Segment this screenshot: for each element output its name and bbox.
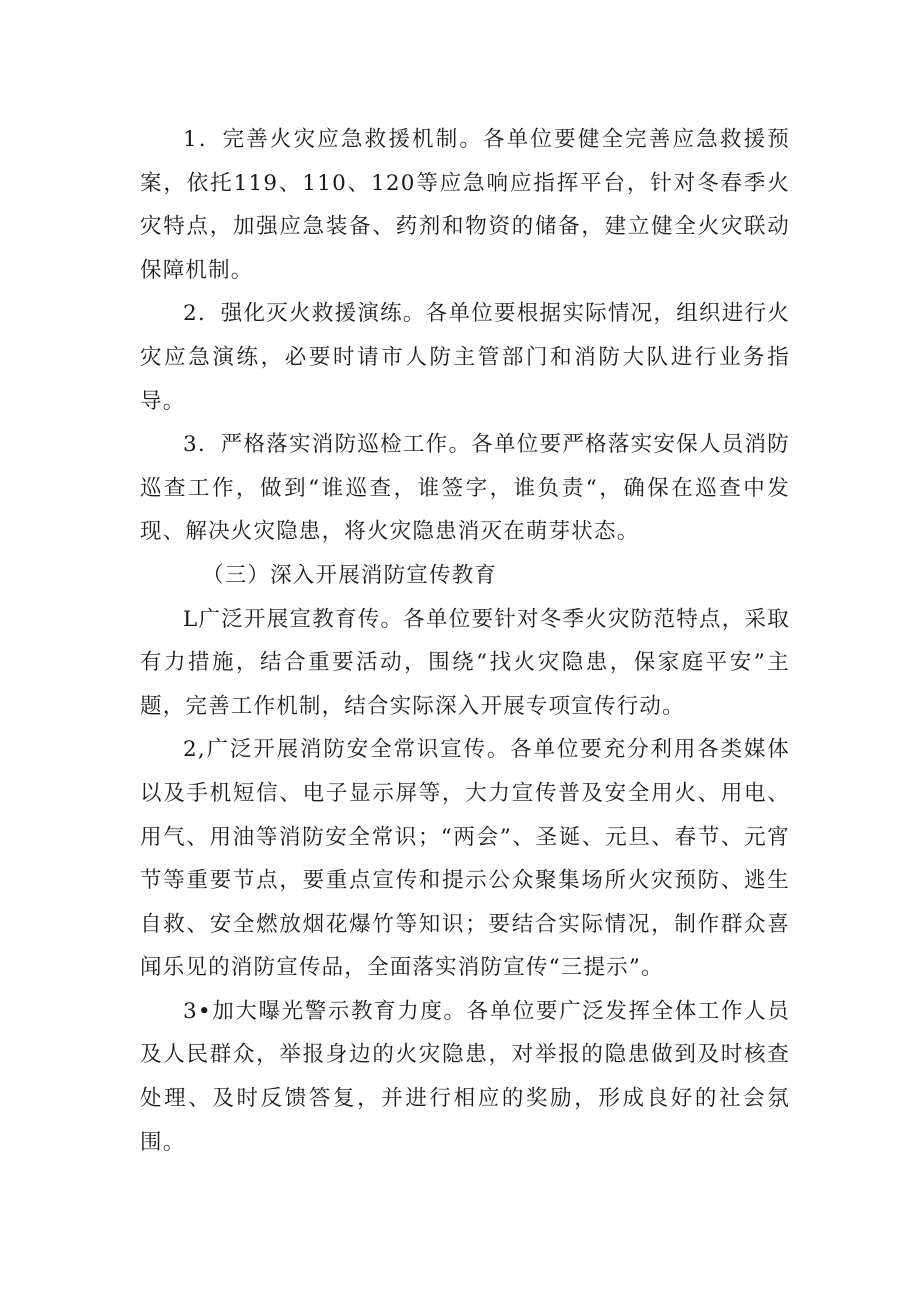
paragraph-fire-safety-knowledge: 2,广泛开展消防安全常识宣传。各单位要充分利用各类媒体以及手机短信、电子显示屏等，大力宣传普及安全用火、用电、用气、用油等消防安全常识；“两会”、圣诞、元旦、春节、元宵节等重要节点，要重点宣传和提示公众聚集场所火灾预防、逃生自救、安全燃放烟花爆竹等知识；要结合实际情况，制作群众喜闻乐见的消防宣传品，全面落实消防宣传“三提示”。 xyxy=(140,737,790,981)
paragraph-emergency-rescue-mechanism: 1．完善火灾应急救援机制。各单位要健全完善应急救援预案，依托119、110、120等应急响应指挥平台，针对冬春季火灾特点，加强应急装备、药剂和物资的储备，建立健全火灾联动保障机制。 xyxy=(140,127,790,283)
section-heading: （三）深入开展消防宣传教育 xyxy=(202,562,498,588)
paragraph-exposure-warning: 3•加大曝光警示教育力度。各单位要广泛发挥全体工作人员及人民群众，举报身边的火灾隐患，对举报的隐患做到及时核查处理、及时反馈答复，并进行相应的奖励，形成良好的社会氛围。 xyxy=(140,998,790,1155)
paragraph-fire-inspection: 3．严格落实消防巡检工作。各单位要严格落实安保人员消防巡查工作，做到“谁巡查，谁签字，谁负责“，确保在巡查中发现、解决火灾隐患，将火灾隐患消灭在萌芽状态。 xyxy=(140,432,790,545)
document-body xyxy=(140,118,790,1164)
paragraph-publicity-education: L广泛开展宣教育传。各单位要针对冬季火灾防范特点，采取有力措施，结合重要活动，围绕“找火灾隐患，保家庭平安”主题，完善工作机制，结合实际深入开展专项宣传行动。 xyxy=(140,606,790,719)
paragraph-firefighting-drills: 2．强化灭火救援演练。各单位要根据实际情况，组织进行火灾应急演练，必要时请市人防主管部门和消防大队进行业务指导。 xyxy=(140,301,790,414)
